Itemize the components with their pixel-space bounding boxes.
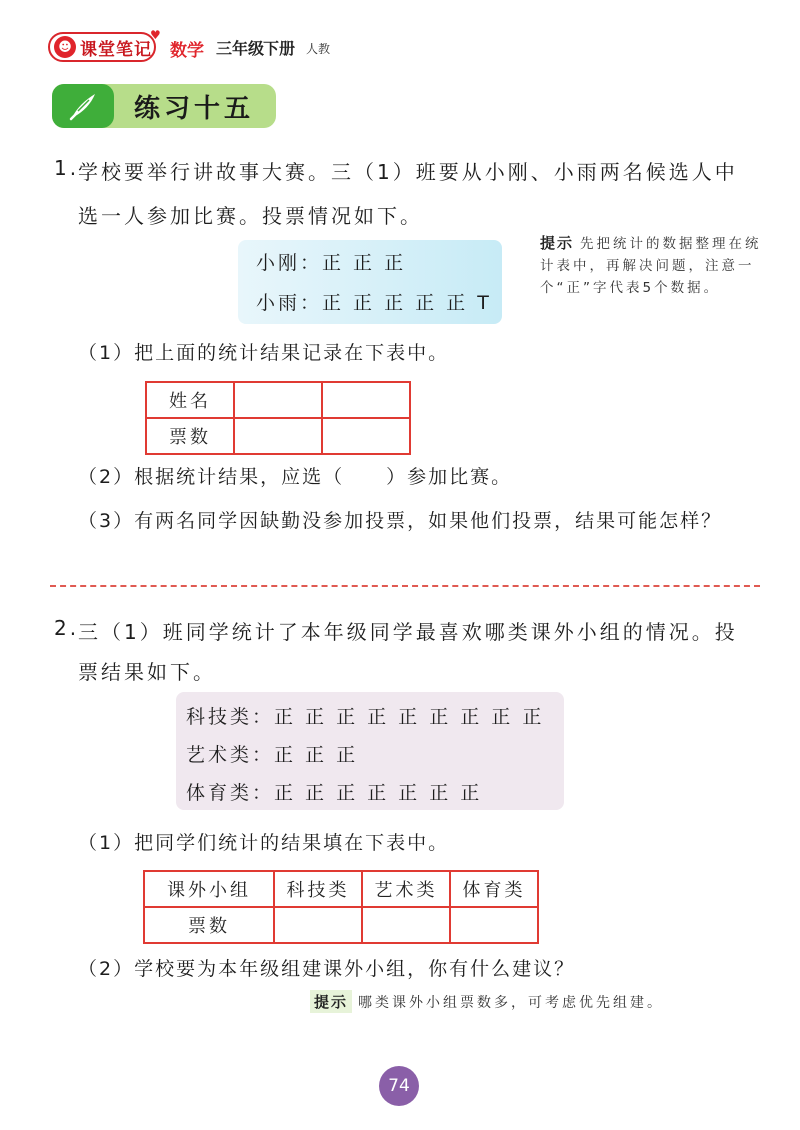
pen-icon [52,84,114,128]
q2-table [143,870,539,944]
q2-tally-art: 艺术类：正 正 正 [186,744,359,766]
edition-label: 人教 [306,42,331,56]
table-header-cell: 票数 [144,907,274,943]
answer-cell[interactable] [322,382,410,418]
brand-logo [48,32,156,62]
q2-part2: （2）学校要为本年级组建课外小组，你有什么建议？ [78,958,576,980]
hint-label: 提示 [540,234,575,252]
smiley-icon: ☻ [54,36,76,58]
hint-text: 先把统计的数据整理在统计表中，再解决问题，注意一个“正”字代表5个数据。 [540,236,762,296]
q2-line2: 票结果如下。 [78,660,216,684]
hint-text: 哪类课外小组票数多，可考虑优先组建。 [358,995,665,1011]
q1-table [145,381,411,455]
answer-cell[interactable] [450,907,538,943]
answer-cell[interactable] [274,907,362,943]
section-divider [50,585,760,587]
q1-hint [540,232,762,299]
hint-label: 提示 [310,990,352,1013]
q2-tally-sports: 体育类：正 正 正 正 正 正 正 [186,782,483,804]
q2-line1: 三（1）班同学统计了本年级同学最喜欢哪类课外小组的情况。投 [78,620,738,644]
q2-tally-science: 科技类：正 正 正 正 正 正 正 正 正 [186,706,545,728]
q2-number: 2. [54,616,80,640]
volume-label: 下册 [263,39,296,58]
q2-part1: （1）把同学们统计的结果填在下表中。 [78,832,450,854]
q1-line2: 选一人参加比赛。投票情况如下。 [78,204,423,228]
q1-part2: （2）根据统计结果，应选（ ）参加比赛。 [78,466,513,488]
answer-cell[interactable] [234,418,322,454]
subject-label: 数学 [170,41,204,61]
q1-number: 1. [54,156,80,180]
answer-cell[interactable] [362,907,450,943]
q1-part3: （3）有两名同学因缺勤没参加投票，如果他们投票，结果可能怎样？ [78,510,723,532]
table-header-cell: 姓名 [146,382,234,418]
table-row [144,907,538,943]
table-header-cell: 票数 [146,418,234,454]
answer-cell[interactable] [234,382,322,418]
answer-cell[interactable] [322,418,410,454]
q1-part1: （1）把上面的统计结果记录在下表中。 [78,342,450,364]
table-header-cell: 艺术类 [362,871,450,907]
table-row [146,418,410,454]
q1-line1: 学校要举行讲故事大赛。三（1）班要从小刚、小雨两名候选人中 [78,160,738,184]
table-row [144,871,538,907]
heart-icon: ♥ [150,28,161,42]
grade-label: 三年级 [216,39,265,58]
brand-name: 课堂笔记 [80,39,152,60]
page-number-badge: 74 [379,1066,419,1106]
q1-tally-xiaoyu: 小雨：正 正 正 正 正 T [256,292,492,314]
table-row [146,382,410,418]
page-title: 练习十五 [134,94,255,124]
table-header-cell: 科技类 [274,871,362,907]
q1-tally-xiaogang: 小刚：正 正 正 [256,252,407,274]
table-header-cell: 课外小组 [144,871,274,907]
table-header-cell: 体育类 [450,871,538,907]
q2-hint [310,990,664,1013]
